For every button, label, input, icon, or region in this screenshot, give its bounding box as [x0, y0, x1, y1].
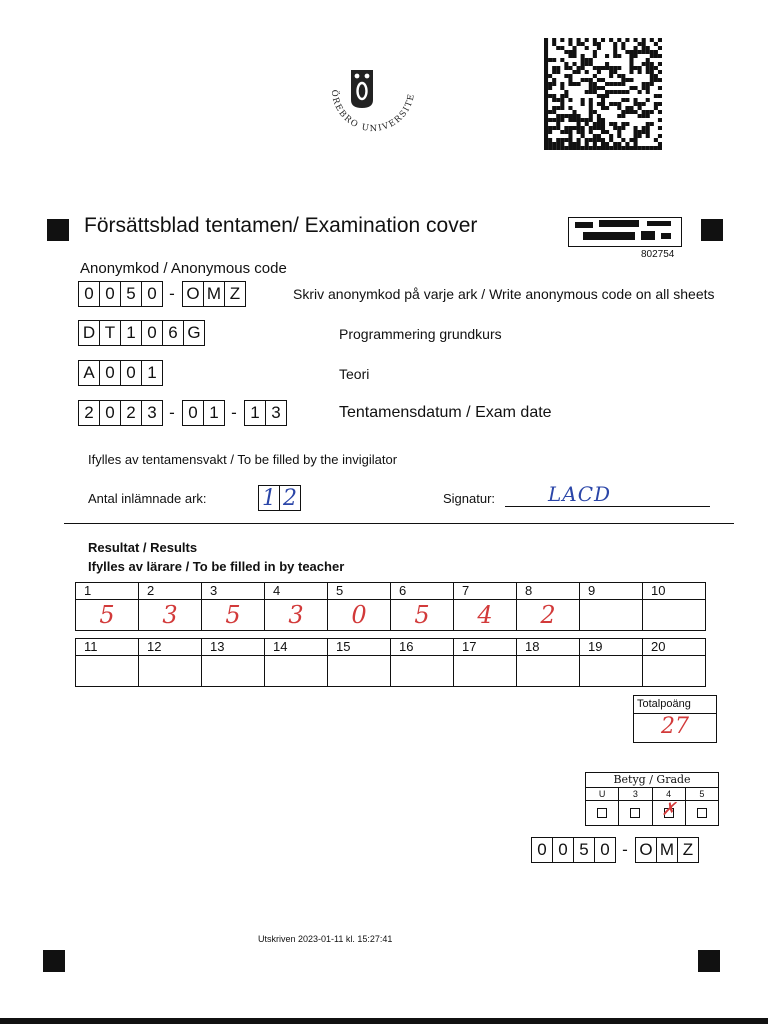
code-digit: 0 [552, 837, 574, 863]
barcode-number: 802754 [641, 249, 675, 260]
total-box [633, 695, 717, 743]
grade-title: Betyg / Grade [586, 773, 718, 788]
question-number: 4 [265, 583, 327, 600]
module-char: A [78, 360, 100, 386]
result-cell [139, 639, 202, 687]
result-cell [202, 639, 265, 687]
result-cell [202, 583, 265, 631]
question-number: 8 [517, 583, 579, 600]
grade-checkbox [697, 808, 707, 818]
question-number: 5 [328, 583, 390, 600]
code-digit: 0 [78, 281, 100, 307]
result-cell [454, 583, 517, 631]
date-digit: 2 [78, 400, 100, 426]
results-table-row1 [75, 582, 706, 631]
result-cell [76, 583, 139, 631]
result-cell [139, 583, 202, 631]
code-digit: 0 [594, 837, 616, 863]
grade-option-label: U [586, 788, 618, 801]
code-letter: M [656, 837, 678, 863]
code-digit: 5 [573, 837, 595, 863]
result-cell [265, 583, 328, 631]
course-char: G [183, 320, 205, 346]
question-score: 5 [225, 601, 241, 629]
module-char: 0 [120, 360, 142, 386]
question-score [454, 656, 516, 686]
divider [64, 523, 734, 524]
question-number: 17 [454, 639, 516, 656]
question-number: 13 [202, 639, 264, 656]
invigilator-heading: Ifylles av tentamensvakt / To be filled by the invigilator [88, 452, 398, 467]
date-digit: 0 [182, 400, 204, 426]
result-cell [517, 583, 580, 631]
question-score: 3 [162, 601, 178, 629]
question-score: 3 [288, 601, 304, 629]
code-letter: O [635, 837, 657, 863]
code-digit: 0 [99, 281, 121, 307]
question-score [139, 656, 201, 686]
course-name: Programmering grundkurs [339, 326, 502, 342]
anonymous-code-bottom [531, 837, 698, 863]
qr-code [544, 38, 662, 150]
grade-option-label: 3 [619, 788, 651, 801]
grade-box [585, 772, 719, 826]
grade-option-label: 4 [653, 788, 685, 801]
module-char: 1 [141, 360, 163, 386]
signature-line [505, 506, 710, 507]
code-letter: Z [224, 281, 246, 307]
grade-option [619, 788, 652, 825]
page-title: Försättsblad tentamen/ Examination cover [84, 214, 478, 237]
registration-marker-bottom-right [698, 950, 720, 972]
question-number: 18 [517, 639, 579, 656]
code-letter: Z [677, 837, 699, 863]
signature-value: LACD [548, 482, 612, 506]
result-cell [265, 639, 328, 687]
result-cell [76, 639, 139, 687]
sheets-digit: 1 [258, 485, 280, 511]
code-letter: M [203, 281, 225, 307]
anonymous-code-instruction: Skriv anonymkod på varje ark / Write anonymous code on all sheets [293, 286, 715, 302]
question-score: 4 [477, 601, 493, 629]
dash: - [231, 403, 237, 422]
registration-marker-top-right [701, 219, 723, 241]
result-cell [328, 583, 391, 631]
barcode [568, 217, 682, 247]
total-label: Totalpoäng [634, 696, 716, 714]
result-cell [454, 639, 517, 687]
course-char: D [78, 320, 100, 346]
grade-checkbox [630, 808, 640, 818]
code-letter: O [182, 281, 204, 307]
sheets-digit: 2 [279, 485, 301, 511]
question-score [643, 656, 705, 686]
grade-selected-mark: ✗ [661, 799, 677, 820]
code-digit: 0 [141, 281, 163, 307]
question-score [580, 600, 642, 630]
result-cell [391, 639, 454, 687]
question-score [517, 656, 579, 686]
result-cell [517, 639, 580, 687]
dash: - [169, 403, 175, 422]
result-cell [643, 639, 706, 687]
exam-date-label: Tentamensdatum / Exam date [339, 404, 552, 421]
question-number: 3 [202, 583, 264, 600]
result-cell [643, 583, 706, 631]
date-digit: 3 [265, 400, 287, 426]
question-number: 7 [454, 583, 516, 600]
results-subheading: Ifylles av lärare / To be filled in by teacher [88, 559, 345, 574]
question-number: 6 [391, 583, 453, 600]
course-char: 0 [141, 320, 163, 346]
result-cell [328, 639, 391, 687]
question-score [391, 656, 453, 686]
question-number: 11 [76, 639, 138, 656]
university-name: ÖREBRO UNIVERSITE [328, 89, 417, 135]
grade-option [586, 788, 619, 825]
question-number: 12 [139, 639, 201, 656]
grade-options [586, 788, 718, 825]
date-digit: 1 [203, 400, 225, 426]
question-number: 20 [643, 639, 705, 656]
question-score: 5 [99, 601, 115, 629]
result-cell [391, 583, 454, 631]
anonymous-code-label: Anonymkod / Anonymous code [80, 260, 287, 277]
module-char: 0 [99, 360, 121, 386]
sheets-count [258, 485, 300, 511]
results-table-row2 [75, 638, 706, 687]
date-digit: 2 [120, 400, 142, 426]
registration-marker-top-left [47, 219, 69, 241]
question-number: 2 [139, 583, 201, 600]
question-score [328, 656, 390, 686]
question-score: 5 [414, 601, 430, 629]
question-score [76, 656, 138, 686]
signature-label: Signatur: [443, 491, 496, 506]
grade-option [653, 788, 686, 825]
course-char: 6 [162, 320, 184, 346]
question-number: 19 [580, 639, 642, 656]
grade-checkbox [597, 808, 607, 818]
grade-option [686, 788, 718, 825]
question-score [265, 656, 327, 686]
dash: - [169, 284, 175, 303]
course-char: T [99, 320, 121, 346]
question-score [643, 600, 705, 630]
anonymous-code [78, 281, 245, 307]
question-score [580, 656, 642, 686]
printed-timestamp: Utskriven 2023-01-11 kl. 15:27:41 [258, 934, 393, 944]
question-score: 2 [540, 601, 556, 629]
module-name: Teori [339, 366, 370, 382]
exam-date [78, 400, 286, 426]
question-number: 9 [580, 583, 642, 600]
code-digit: 0 [531, 837, 553, 863]
course-char: 1 [120, 320, 142, 346]
question-number: 10 [643, 583, 705, 600]
scan-edge [0, 1018, 768, 1024]
registration-marker-bottom-left [43, 950, 65, 972]
question-number: 1 [76, 583, 138, 600]
date-digit: 3 [141, 400, 163, 426]
code-digit: 5 [120, 281, 142, 307]
results-heading: Resultat / Results [88, 540, 198, 555]
date-digit: 0 [99, 400, 121, 426]
result-cell [580, 583, 643, 631]
university-logo [318, 62, 422, 142]
date-digit: 1 [244, 400, 266, 426]
module-code [78, 360, 162, 386]
question-number: 14 [265, 639, 327, 656]
question-score [202, 656, 264, 686]
result-cell [580, 639, 643, 687]
question-score: 0 [351, 601, 367, 629]
dash: - [622, 840, 628, 859]
course-code [78, 320, 204, 346]
question-number: 16 [391, 639, 453, 656]
total-value: 27 [661, 714, 689, 739]
sheets-label: Antal inlämnade ark: [88, 491, 207, 506]
grade-option-label: 5 [686, 788, 718, 801]
question-number: 15 [328, 639, 390, 656]
